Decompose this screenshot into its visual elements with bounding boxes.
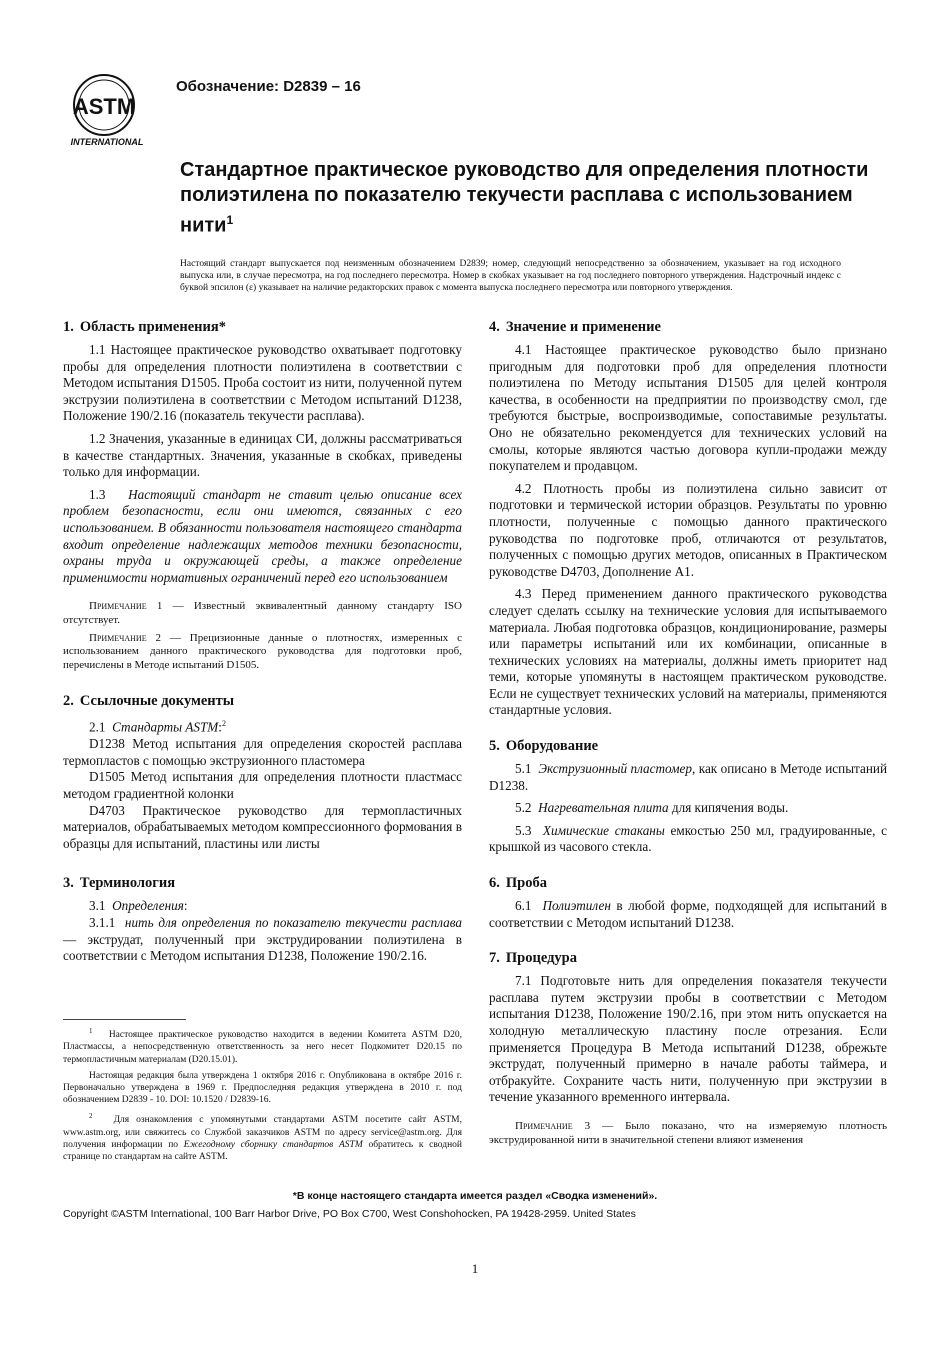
para-2-1: 2.1 Стандарты ASTM:$^2$ [89,719,226,735]
ref-d4703: D4703 Практическое руководство для термопластичных материалов, обрабатываемых методом компрессионного формования в образцы для испытаний, пластины или листы [63,802,462,851]
para-4-1: 4.1 Настоящее практическое руководство было признано пригодным для подготовки проб для определения плотности полиэтилена по Методу испытания D1505 для целей контроля качества, в особенности на предприятии по производству смол, где требуются быстрые, воспроизводимые, сопоставимые результаты. Оно не обязательно рекомендуется для технических условий на смолы, которые являются частью договора купли-продажи между покупателем и продавцом. [489,342,887,474]
para-3-1: 3.1 Определения: [89,898,188,914]
right-column [489,318,887,1147]
footnote-1-edition: Настоящая редакция была утверждена 1 октября 2016 г. Опубликована в октябре 2016 г. Первоначально утверждена в 1969 г. Предпоследняя редакция утверждена в 2010 г. под обозначением D2839 - 10. DOI: 10.1520 / D2839-16. [63,1070,462,1106]
section-2-heading: 2. Ссылочные документы [63,693,235,710]
logo-subtext: INTERNATIONAL [70,137,144,147]
para-4-2: 4.2 Плотность пробы из полиэтилена сильно зависит от подготовки и термической истории образцов. Результаты по уровню плотности, полученные с помощью данного практического руководства по подготовке проб, отличаются от результатов, полученных с помощью других методов, описанных в Практическом руководстве D4703, Дополнение A1. [489,480,887,579]
para-5-3: 5.3 Химические стаканы емкостью 250 мл, градуированные, с крышкой из часового стекла. [489,822,887,855]
section-4-heading: 4. Значение и применение [489,319,661,335]
designation: Обозначение: D2839 – 16 [176,78,361,95]
para-3-1-1: 3.1.1 нить для определения по показателю текучести расплава — экструдат, полученный при экструдировании полиэтилена в соответствии с Методом испытания D1238, Положение 190/2.16. [63,915,462,964]
title-footnote-mark: 1 [226,213,234,227]
para-1-1: 1.1 Настоящее практическое руководство охватывает подготовку пробы для определения плотности полиэтилена в соответствии с Методом испытания D1505. Проба состоит из нити, полученной путем экструзии полиэтилена в соответствии с Методом испытаний D1238, Положение 190/2.16 (показатель текучести расплава). [63,342,462,424]
ref-d1505: D1505 Метод испытания для определения плотности пластмасс методом градиентной колонки [63,769,462,802]
footnote-1: $^1$ Настоящее практическое руководство находится в ведении Комитета ASTM D20, Пластмассы, а непосредственную ответственность за него несет Подкомитет D20.15 по термопластичным материалам (D20.15.01). [63,1027,463,1065]
note-1: Примечание 1 — Известный эквивалентный данному стандарту ISO отсутствует. [63,600,462,626]
footnote-2: $^2$ Для ознакомления с упомянутыми стандартами ASTM посетите сайт ASTM, www.astm.org, или свяжитесь со Службой заказчиков ASTM по адресу service@astm.org. Для получения информации по Ежегодному сборнику стандартов ASTM обратитесь к сводной странице по стандартам на сайте ASTM. [63,1112,462,1163]
note-2: Примечание 2 — Прецизионные данные о плотностях, измеренных с использованием данного практического руководства для подготовки проб, перечислены в Методе испытаний D1505. [63,631,462,671]
intro-paragraph: Настоящий стандарт выпускается под неизменным обозначением D2839; номер, следующий непосредственно за обозначением, указывает на год исходного выпуска или, в случае пересмотра, на год последнего пересмотра. Номер в скобках указывает на год последнего повторного утверждения. Надстрочный индекс с буквой эпсилон (ε) указывает на наличие редакторских правок с момента выпуска последнего пересмотра или повторного утверждения. [180,259,841,294]
section-1-heading: 1. Область применения* [63,319,226,335]
section-7-heading: 7. Процедура [489,950,577,967]
para-1-3: 1.3 Настоящий стандарт не ставит целью описание всех проблем безопасности, если они имеются, связанных с его использованием. В обязанности пользователя настоящего стандарта входит определение надлежащих методов техники безопасности, охраны труда и окружающей среды, а также определение применимости нормативных ограничений перед его использованием [63,486,463,585]
para-5-2: 5.2 Нагревательная плита для кипячения воды. [515,800,789,816]
para-5-1: 5.1 Экструзионный пластомер, как описано в Методе испытаний D1238. [489,761,888,793]
section-3-heading: 3. Терминология [63,875,176,892]
left-column [63,318,462,965]
title-text: Стандартное практическое руководство для определения плотности полиэтилена по показателю текучести расплава с использованием нити [180,159,869,237]
section-5-heading: 5. Оборудование [489,738,599,755]
section-6-heading: 6. Проба [489,875,547,892]
logo-text: ASTM [72,94,136,119]
astm-logo [64,72,150,150]
para-4-3: 4.3 Перед применением данного практического руководства следует сделать ссылку на технические условия для испытываемого материала. Любая подготовка образцов, кондиционирование, размеры или параметры испытаний или их комбинации, описанные в технических условиях на материалы, должны иметь приоритет над теми, которые упомянуты в настоящем практическом руководстве. Если не существует технических условий на материалы, применяются стандартные условия. [489,586,887,718]
para-7-1: 7.1 Подготовьте нить для определения показателя текучести расплава путем экструзии пробы в соответствии с Методом испытания D1238, Положение 190/2.16, при этом нить опускается на холодную металлическую пластину после отрезания. Если применяется Процедура В Метода испытаний D1238, обрежьте экструдат, полученный примерно в начале работы таймера, и отбракуйте. Сохраните часть нити, полученную при экструзии в течение указанного временного интервала. [489,973,887,1105]
document-title [180,158,880,239]
page-number: 1 [471,1261,479,1276]
ref-d1238: D1238 Метод испытания для определения скоростей расплава термопластов с помощью экструзионного пластомера [63,736,462,768]
para-1-2: 1.2 Значения, указанные в единицах СИ, должны рассматриваться в качестве стандартных. Значения, указанные в скобках, приведены только для информации. [63,430,462,480]
copyright: Copyright ©ASTM International, 100 Barr Harbor Drive, PO Box C700, West Conshohocken, PA 19428-2959. United States [63,1208,636,1220]
footnotes [63,1025,462,1167]
para-6-1: 6.1 Полиэтилен в любой форме, подходящей для испытаний в соответствии с Методом испытаний D1238. [489,898,887,930]
note-3: Примечание 3 — Было показано, что на измеряемую плотность экструдированной нити в значительной степени влияют изменения [489,1119,887,1146]
summary-of-changes-note: *В конце настоящего стандарта имеется раздел «Сводка изменений». [292,1190,658,1202]
footnote-rule [63,1019,186,1020]
